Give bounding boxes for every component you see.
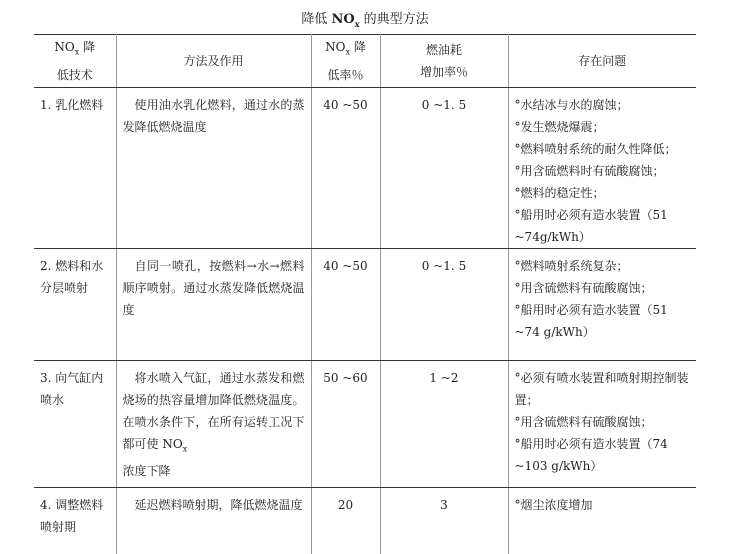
cell-technology: 4. 调整燃料喷射期 [34, 488, 116, 554]
problem-item: °船用时必须有造水装置（51 ~74g/kWh） [515, 204, 691, 248]
cell-reduction: 40 ~50 [311, 249, 380, 361]
cell-reduction: 40 ~50 [311, 88, 380, 249]
cell-technology: 3. 向气缸内喷水 [34, 361, 116, 488]
header-problems: 存在问题 [508, 35, 696, 88]
cell-fuel-increase: 0 ~1. 5 [380, 249, 508, 361]
problem-item: °燃料的稳定性； [515, 182, 691, 204]
cell-technology: 1. 乳化燃料 [34, 88, 116, 249]
problem-item: °烟尘浓度增加 [515, 494, 691, 516]
header-method: 方法及作用 [116, 35, 311, 88]
problem-item: °用含硫燃料时有硫酸腐蚀； [515, 160, 691, 182]
problem-item: °用含硫燃料有硫酸腐蚀； [515, 411, 691, 433]
cell-fuel-increase: 1 ~2 [380, 361, 508, 488]
nox-methods-table [34, 34, 696, 554]
table-title: 降低 $NO_x$ 的典型方法 [0, 8, 730, 29]
problem-item: °用含硫燃料有硫酸腐蚀； [515, 277, 691, 299]
cell-reduction: 50 ~60 [311, 361, 380, 488]
cell-method: 自同一喷孔，按燃料→水→燃料顺序喷射。通过水蒸发降低燃烧温度 [116, 249, 311, 361]
cell-problems [508, 88, 696, 249]
table-row [34, 488, 696, 554]
table-row [34, 249, 696, 361]
header-row [34, 35, 696, 88]
table-row [34, 361, 696, 488]
table-row [34, 88, 696, 249]
header-technology: $NO_x$ 降 低技术 [34, 35, 116, 88]
problem-item: °发生燃烧爆震； [515, 116, 691, 138]
cell-fuel-increase: 3 [380, 488, 508, 554]
cell-fuel-increase: 0 ~1. 5 [380, 88, 508, 249]
cell-method: 使用油水乳化燃料，通过水的蒸发降低燃烧温度 [116, 88, 311, 249]
cell-problems [508, 361, 696, 488]
problem-item: °船用时必须有造水装置（51 ~74 g/kWh） [515, 299, 691, 343]
cell-method: 将水喷入气缸，通过水蒸发和燃烧场的热容量增加降低燃烧温度。在喷水条件下，在所有运转工况下都可使 $NO_x$ 浓度下降 [116, 361, 311, 488]
cell-problems [508, 488, 696, 554]
cell-reduction: 20 [311, 488, 380, 554]
cell-problems [508, 249, 696, 361]
problem-item: °燃料喷射系统复杂； [515, 255, 691, 277]
header-fuel-increase: 燃油耗 增加率％ [380, 35, 508, 88]
problem-item: °船用时必须有造水装置（74 ~103 g/kWh） [515, 433, 691, 477]
cell-method: 延迟燃料喷射期，降低燃烧温度 [116, 488, 311, 554]
problem-item: °燃料喷射系统的耐久性降低； [515, 138, 691, 160]
header-reduction-rate: $NO_x$ 降 低率％ [311, 35, 380, 88]
problem-item: °必须有喷水装置和喷射期控制装置； [515, 367, 691, 411]
cell-technology: 2. 燃料和水分层喷射 [34, 249, 116, 361]
problem-item: °水结冰与水的腐蚀； [515, 94, 691, 116]
